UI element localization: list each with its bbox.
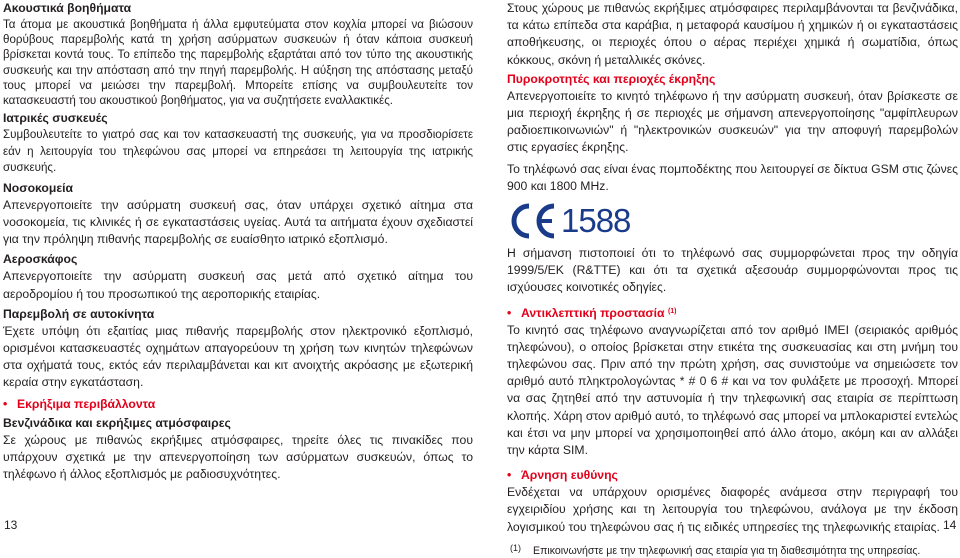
paragraph-aircraft: Απενεργοποιείτε την ασύρματη συσκευή σας μετά από σχετικό αίτημα του αεροδρομίου ή του προσωπικού της αεροπορικής εταιρίας. bbox=[3, 269, 473, 301]
left-page bbox=[3, 0, 473, 483]
paragraph-hearing-aids: Τα άτομα με ακουστικά βοηθήματα ή άλλα εμφυτεύματα στον κοχλία μπορεί να βιώσουν θορύβους παρεμβολής κατά τη χρήση ασύρματων συσκευών ή όταν κάποια συσκευή βρίσκεται κοντά τους. Το επίπεδο της παρεμβολής εξαρτάται από τον τύπο της ακουστικής συσκευής και την απόσταση από την πηγή παρεμβολής. Η αύξηση της απόστασης μεταξύ τους μπορεί να μειώσει την παρεμβολή. Μπορείτε επίσης να συμβουλευτείτε τον κατασκευαστή του ακουστικού βοηθήματος, για να συζητήσετε εναλλακτικές. bbox=[3, 18, 473, 108]
heading-theft-protection-label: Αντικλεπτική προστασία bbox=[521, 305, 665, 320]
right-page bbox=[507, 0, 958, 558]
heading-aircraft: Αεροσκάφος bbox=[3, 252, 78, 267]
heading-disclaimer: • Άρνηση ευθύνης bbox=[507, 467, 958, 484]
heading-petrol-stations: Βενζινάδικα και εκρήξιμες ατμόσφαιρες bbox=[3, 415, 231, 430]
ce-logo-icon bbox=[507, 201, 559, 241]
heading-hospitals: Νοσοκομεία bbox=[3, 180, 73, 195]
paragraph-medical-devices: Συμβουλευτείτε το γιατρό σας και τον κατασκευαστή της συσκευής, για να προσδιορίσετε εάν η λειτουργία του τηλεφώνου σας μπορεί να επηρεάσει τη λειτουργία της ιατρικής συσκευής. bbox=[3, 128, 473, 175]
heading-blasting-areas: Πυροκροτητές και περιοχές έκρηξης bbox=[507, 71, 716, 86]
paragraph-theft-protection: Το κινητό σας τηλέφωνο αναγνωρίζεται από τον αριθμό IMEI (σειριακός αριθμός τηλεφώνου), ο οποίος βρίσκεται στην ετικέτα της συσκευασίας και στη μνήμη του τηλεφώνου σας. Πριν από την πρώτη χρήση, σας συνιστούμε να σημειώσετε τον αριθμό αυτό πληκτρολογώντας * # 0 6 # και να τον φυλάξετε με προσοχή. Μπορεί να σας ζητηθεί από την αστυνομία ή την τηλεφωνική σας εταιρία σε περίπτωση κλοπής. Χάρη στον αριθμό αυτό, το τηλέφωνό σας μπορεί να μπλοκαριστεί εντελώς και έτσι να μην μπορεί να χρησιμοποιηθεί από άλλο άτομο, ακόμη και αν αλλάξει την κάρτα SIM. bbox=[507, 322, 958, 458]
paragraph-disclaimer: Ενδέχεται να υπάρχουν ορισμένες διαφορές ανάμεσα στην περιγραφή του εγχειριδίου χρήσης και τη λειτουργία του τηλεφώνου, ανάλογα με την έκδοση λογισμικού του τηλεφώνου σας ή τις ειδικές υπηρεσίες της τηλεφωνικής εταιρίας. bbox=[507, 485, 958, 534]
ce-mark bbox=[507, 201, 958, 241]
paragraph-ce-compliance: Η σήμανση πιστοποιεί ότι το τηλέφωνό σας συμμορφώνεται προς την οδηγία 1999/5/EK (R&TTE) και ότι τα σχετικά αξεσουάρ συμμορφώνονται προς τις ισχύουσες κοινοτικές οδηγίες. bbox=[507, 246, 958, 295]
footnote-ref: (1) bbox=[667, 307, 677, 315]
footnote bbox=[507, 544, 958, 558]
paragraph-blasting-areas: Απενεργοποιείτε το κινητό τηλέφωνο ή την ασύρματη συσκευή, όταν βρίσκεστε σε μια περιοχή έκρηξης ή σε περιοχές με σήμανση απενεργοποίησης "αμφίπλευρων ραδιοεπικοινωνιών" ή "ηλεκτρονικών συσκευών" για την αποφυγή παρεμβολών στις εργασίες έκρηξης. bbox=[507, 88, 958, 155]
paragraph-vehicle-interference: Έχετε υπόψη ότι εξαιτίας μιας πιθανής παρεμβολής στον ηλεκτρονικό εξοπλισμό, ορισμένοι κατασκευαστές οχημάτων απαγορεύουν τη χρήση των κινητών τηλεφώνων στα οχήματά τους, εκτός εάν περιλαμβάνεται και κιτ ανοιχτής ακρόασης με εξωτερική κεραία στην εγκατάσταση. bbox=[3, 323, 473, 390]
paragraph-petrol-stations: Σε χώρους με πιθανώς εκρήξιμες ατμόσφαιρες, τηρείτε όλες τις πινακίδες που υπάρχουν σχετικά με την απενεργοποίηση των ασύρματων συσκευών, όπως το τηλέφωνο ή άλλος εξοπλισμός με ραδιοσυχνότητες. bbox=[3, 432, 473, 481]
heading-theft-protection bbox=[507, 305, 958, 322]
paragraph-explosive-atmospheres: Στους χώρους με πιθανώς εκρήξιμες ατμόσφαιρες περιλαμβάνονται τα βενζινάδικα, τα κάτω επίπεδα στα καράβια, η μεταφορά καυσίμου ή χημικών ή οι εγκαταστάσεις αποθήκευσης, οι περιοχές όπου ο αέρας περιέχει χημικά ή σωματίδια, όπως κόκκους, σκόνη ή μεταλλικές σκόνες. bbox=[507, 1, 958, 67]
footnote-text: Επικοινωνήστε με την τηλεφωνική σας εταιρία για τη διαθεσιμότητα της υπηρεσίας. bbox=[533, 544, 921, 557]
heading-hearing-aids: Ακουστικά βοηθήματα bbox=[3, 1, 132, 15]
page-number-left: 13 bbox=[4, 518, 18, 532]
heading-explosive-environments: • Εκρήξιμα περιβάλλοντα bbox=[3, 396, 473, 413]
ce-notified-body-number: 1588 bbox=[561, 202, 631, 240]
heading-vehicle-interference: Παρεμβολή σε αυτοκίνητα bbox=[3, 306, 155, 321]
paragraph-gsm-bands: Το τηλέφωνό σας είναι ένας πομποδέκτης που λειτουργεί σε δίκτυα GSM στις ζώνες 900 και 1800 MHz. bbox=[507, 161, 959, 193]
page-number-right: 14 bbox=[943, 518, 957, 532]
footnote-marker: (1) bbox=[510, 542, 521, 553]
heading-medical-devices: Ιατρικές συσκευές bbox=[3, 111, 108, 126]
paragraph-hospitals: Απενεργοποιείτε την ασύρματη συσκευή σας, όταν υπάρχει σχετικό αίτημα στα νοσοκομεία, τις κλινικές ή σε εγκαταστάσεις υγείας. Αυτά τα αιτήματα έχουν σχεδιαστεί για την πρόληψη πιθανής παρεμβολής σε ευαίσθητο ιατρικό εξοπλισμό. bbox=[3, 197, 473, 247]
